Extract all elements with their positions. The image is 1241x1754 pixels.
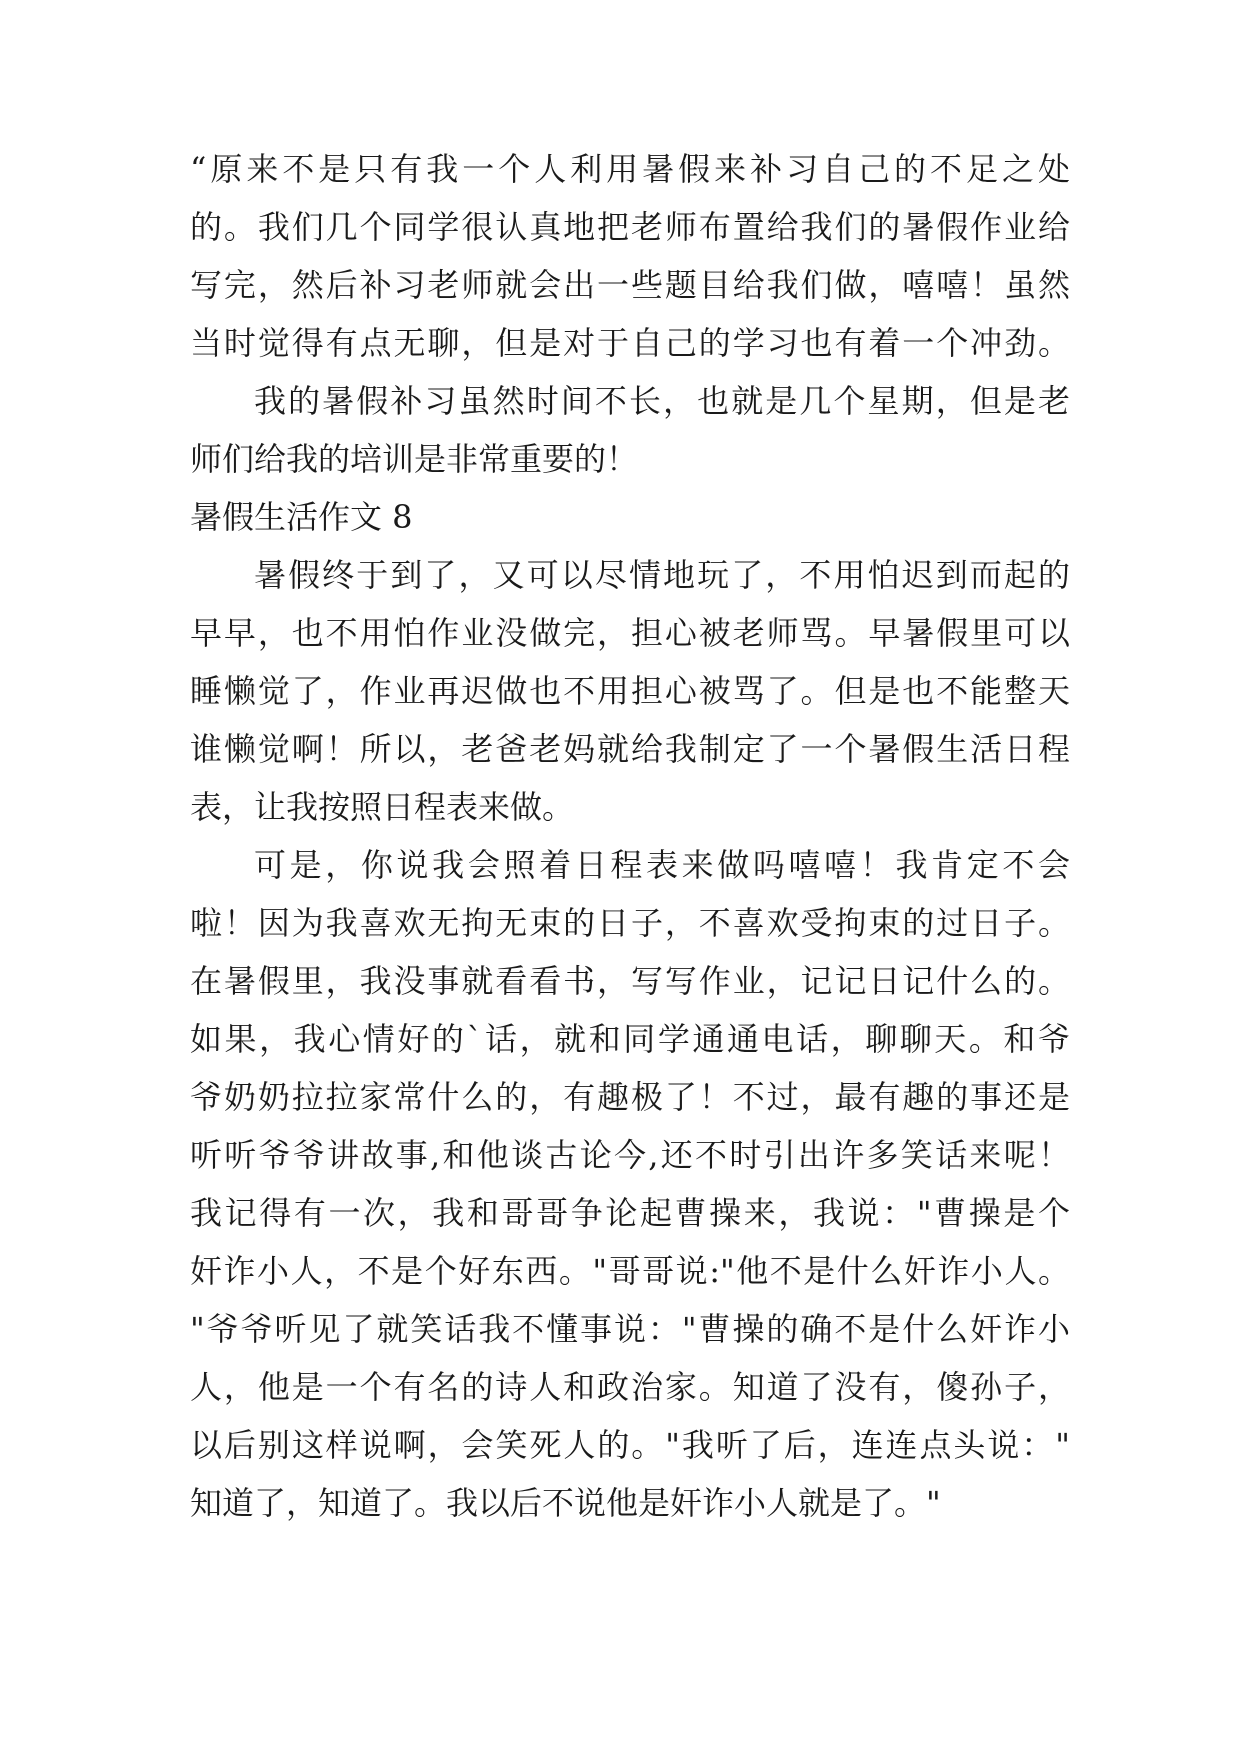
- paragraph-1-line-4: 当时觉得有点无聊，但是对于自己的学习也有着一个冲劲。: [190, 324, 1070, 362]
- paragraph-4-line-8: 奸诈小人，不是个好东西。"哥哥说:"他不是什么奸诈小人。: [190, 1252, 1070, 1290]
- paragraph-4-line-7: 我记得有一次，我和哥哥争论起曹操来，我说："曹操是个: [190, 1194, 1070, 1232]
- section-heading: 暑假生活作文 8: [190, 498, 413, 536]
- paragraph-4-line-10: 人，他是一个有名的诗人和政治家。知道了没有，傻孙子，: [190, 1368, 1070, 1406]
- paragraph-3-line-4: 谁懒觉啊！所以，老爸老妈就给我制定了一个暑假生活日程: [190, 730, 1070, 768]
- paragraph-4-line-9: "爷爷听见了就笑话我不懂事说："曹操的确不是什么奸诈小: [190, 1310, 1070, 1348]
- paragraph-3-line-3: 睡懒觉了，作业再迟做也不用担心被骂了。但是也不能整天: [190, 672, 1070, 710]
- paragraph-3-line-5: 表，让我按照日程表来做。: [190, 788, 575, 826]
- paragraph-4-line-5: 爷奶奶拉拉家常什么的，有趣极了！不过，最有趣的事还是: [190, 1078, 1070, 1116]
- paragraph-4-line-3: 在暑假里，我没事就看看书，写写作业，记记日记什么的。: [190, 962, 1070, 1000]
- paragraph-4-line-6: 听听爷爷讲故事,和他谈古论今,还不时引出许多笑话来呢！: [190, 1136, 1070, 1174]
- paragraph-1-line-2: 的。我们几个同学很认真地把老师布置给我们的暑假作业给: [190, 208, 1070, 246]
- paragraph-4-line-4: 如果，我心情好的`话，就和同学通通电话，聊聊天。和爷: [190, 1020, 1070, 1058]
- paragraph-3-line-1: 暑假终于到了，又可以尽情地玩了，不用怕迟到而起的: [254, 556, 1070, 594]
- paragraph-2-line-2: 师们给我的培训是非常重要的！: [190, 440, 639, 478]
- paragraph-4-line-11: 以后别这样说啊，会笑死人的。"我听了后，连连点头说：": [190, 1426, 1070, 1464]
- paragraph-4-line-2: 啦！因为我喜欢无拘无束的日子，不喜欢受拘束的过日子。: [190, 904, 1070, 942]
- paragraph-2-line-1: 我的暑假补习虽然时间不长，也就是几个星期，但是老: [254, 382, 1070, 420]
- paragraph-1-line-1: “原来不是只有我一个人利用暑假来补习自己的不足之处: [190, 150, 1070, 188]
- paragraph-3-line-2: 早早，也不用怕作业没做完，担心被老师骂。早暑假里可以: [190, 614, 1070, 652]
- paragraph-4-line-1: 可是，你说我会照着日程表来做吗嘻嘻！我肯定不会: [254, 846, 1070, 884]
- paragraph-4-line-12: 知道了，知道了。我以后不说他是奸诈小人就是了。": [190, 1484, 941, 1522]
- paragraph-1-line-3: 写完，然后补习老师就会出一些题目给我们做，嘻嘻！虽然: [190, 266, 1070, 304]
